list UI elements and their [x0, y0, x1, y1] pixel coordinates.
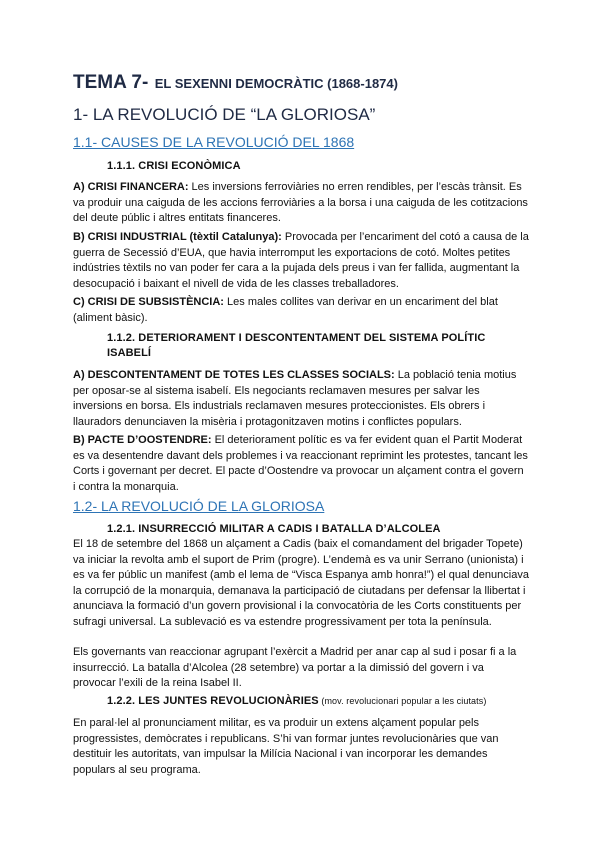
paragraph-pacte-oostendre [73, 433, 529, 495]
subsection-1-1-1-heading: 1.1.1. CRISI ECONÒMICA [107, 160, 241, 172]
title-sub: EL SEXENNI DEMOCRÀTIC (1868-1874) [154, 76, 398, 91]
paragraph-juntes: En paral·lel al pronunciament militar, es va produir un extens alçament popular pels progressistes, demòcrates i republicans. S’hi van formar juntes revolucionàries que van destituir les autoritats, van impulsar la Milícia Nacional i van incorporar les demandes populars al seu programa. [73, 717, 499, 776]
paragraph-text: Provocada per l’encariment del cotó a causa de la guerra de Secessió d’EUA, que havia interromput les exportacions de cotó. Moltes petites indústries tèxtils no van poder fer cara a la pujada dels preus i van fer fallida, augmentant la desocupació i baixant el nivell de vida de les classes treballadores. [73, 231, 529, 290]
paragraph-text: El deteriorament polític es va fer evident quan el Partit Moderat es va desentendre davant dels problemes i va reaccionant reprimint les protestes, tancant les Corts i governant per decret. El pacte d’Oostendre va provocar un alçament contra el govern i contra la monarquia. [73, 434, 528, 493]
subsection-heading-note: (mov. revolucionari popular a les ciutats) [318, 696, 487, 706]
title-main: TEMA 7- [73, 72, 149, 93]
paragraph-text: Les males collites van derivar en un encariment del blat (aliment bàsic). [73, 296, 498, 324]
paragraph-label: B) CRISI INDUSTRIAL (tèxtil Catalunya): [73, 231, 282, 243]
paragraph-label: B) PACTE D’OOSTENDRE: [73, 434, 212, 446]
paragraph-descontentament [73, 368, 529, 430]
paragraph-alcolea: Els governants van reaccionar agrupant l’exèrcit a Madrid per anar cap al sud i posar fi a la insurrecció. La batalla d’Alcolea (28 setembre) va portar a la dimissió del govern i va provocar l’exili de la reina Isabel II. [73, 646, 517, 689]
subsection-1-2-1-heading: 1.2.1. INSURRECCIÓ MILITAR A CADIS I BATALLA D’ALCOLEA [107, 523, 441, 535]
section-1-heading: 1.1- CAUSES DE LA REVOLUCIÓ DEL 1868 [73, 134, 355, 150]
paragraph-label: A) DESCONTENTAMENT DE TOTES LES CLASSES SOCIALS: [73, 369, 395, 381]
paragraph-insurreccio: El 18 de setembre del 1868 un alçament a Cadis (baix el comandament del brigader Topete) va iniciar la revolta amb el suport de Prim (progre). L’endemà es va unir Serrano (unionista) i es va fer públic un manifest (amb el lema de “Visca Espanya amb honra!”) el qual denunciava la corrupció de la monarquia, demanava la participació de ciutadans per defensar la llibertat i anunciava la formació d’un govern provisional i la convocatòria de les Corts constituents per sufragi universal. La sublevació es va estendre progressivament per tota la península. [73, 538, 529, 628]
subsection-heading-text: 1.2.2. LES JUNTES REVOLUCIONÀRIES [107, 695, 319, 707]
subsection-1-2-2-heading [107, 695, 486, 707]
paragraph-label: C) CRISI DE SUBSISTÈNCIA: [73, 296, 224, 308]
section-2-heading: 1.2- LA REVOLUCIÓ DE LA GLORIOSA [73, 498, 325, 514]
paragraph-crisi-industrial [73, 230, 529, 292]
paragraph-text: La població tenia motius per oposar-se al sistema isabelí. Els negociants reclamaven mesures per salvar les inversions en borsa. Els industrials reclamaven mesures proteccionistes. Els obrers i llauradors denunciaven la misèria i protagonitzaven motins i conflictes populars. [73, 369, 517, 428]
subsection-1-1-2-heading: 1.1.2. DETERIORAMENT I DESCONTENTAMENT DEL SISTEMA POLÍTIC ISABELÍ [107, 332, 486, 359]
heading-1: 1- LA REVOLUCIÓ DE “LA GLORIOSA” [73, 105, 376, 124]
paragraph-crisi-subsistencia [73, 295, 529, 326]
paragraph-crisi-financera [73, 180, 529, 227]
paragraph-label: A) CRISI FINANCERA: [73, 181, 189, 193]
paragraph-text: Les inversions ferroviàries no erren rendibles, per l’escàs trànsit. Es va produir una caiguda de les accions ferroviàries a la borsa i una caiguda de les cotitzacions del deute públic i altres entitats financeres. [73, 181, 528, 224]
document-title [73, 72, 398, 94]
